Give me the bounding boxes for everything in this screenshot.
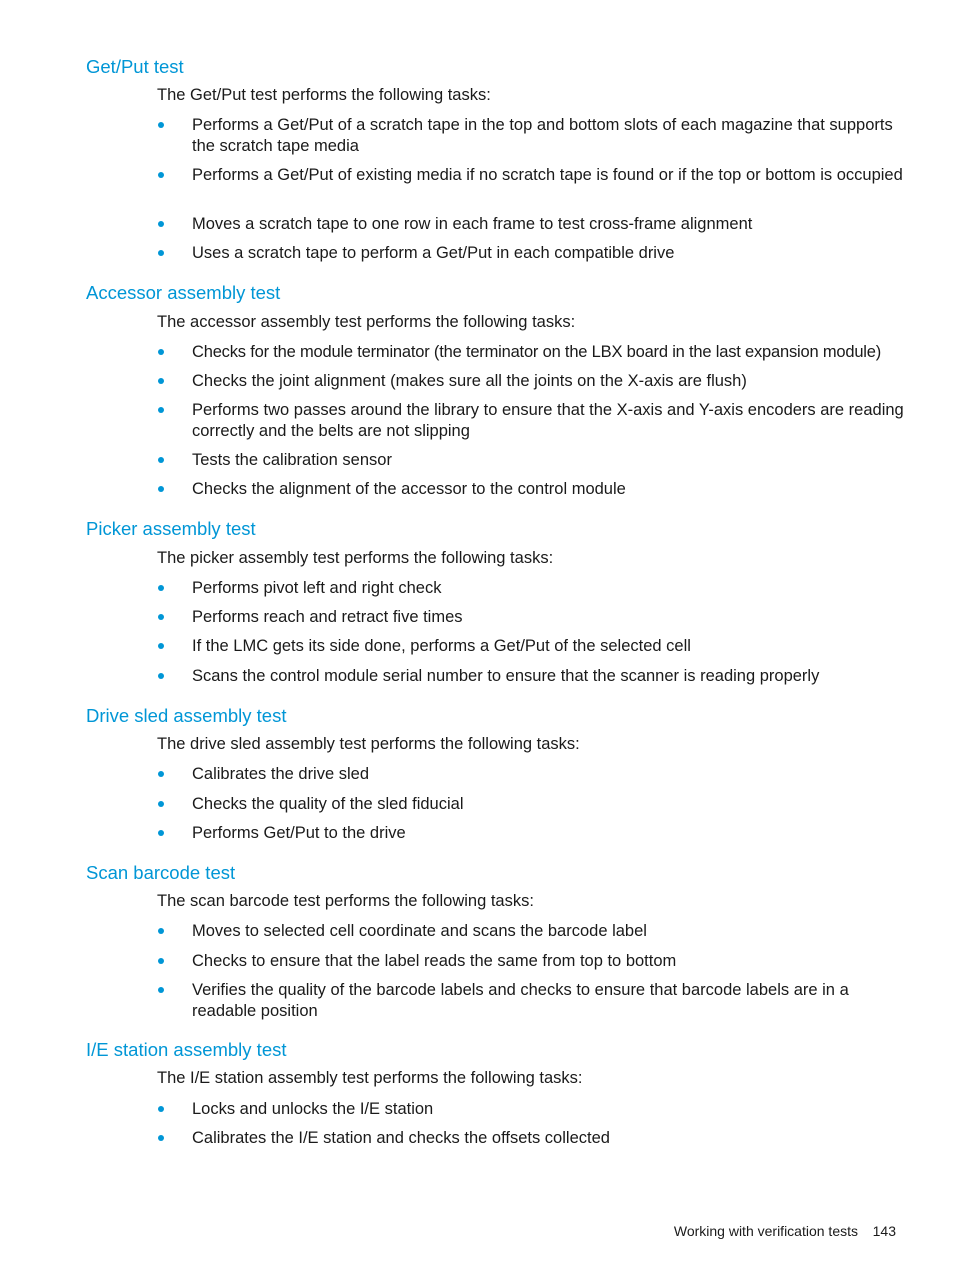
bullet-icon	[158, 172, 164, 178]
list-item-text: If the LMC gets its side done, performs a Get/Put of the selected cell	[192, 637, 691, 655]
bullet-icon	[158, 407, 164, 413]
bullet-icon	[158, 250, 164, 256]
page-number: 143	[872, 1223, 896, 1239]
bullet-icon	[158, 830, 164, 836]
section-intro-picker-assembly: The picker assembly test performs the following tasks:	[157, 549, 554, 567]
list-item-text: Performs pivot left and right check	[192, 579, 442, 597]
list-item-text: Performs Get/Put to the drive	[192, 824, 406, 842]
bullet-icon	[158, 221, 164, 227]
list-item-text: Performs two passes around the library to ensure that the X-axis and Y-axis encoders are reading correctly and the belts are not slipping	[192, 401, 904, 440]
bullet-icon	[158, 585, 164, 591]
list-item-text: Checks the quality of the sled fiducial	[192, 795, 464, 813]
section-heading-scan-barcode: Scan barcode test	[86, 862, 236, 883]
list-item-text: Calibrates the drive sled	[192, 765, 370, 783]
section-intro-accessor-assembly: The accessor assembly test performs the following tasks:	[157, 313, 576, 331]
list-item-text: Moves to selected cell coordinate and scans the barcode label	[192, 922, 647, 940]
bullet-icon	[158, 486, 164, 492]
bullet-icon	[158, 801, 164, 807]
list-item-text: Checks the alignment of the accessor to the control module	[192, 480, 626, 498]
section-heading-picker-assembly: Picker assembly test	[86, 518, 256, 539]
bullet-icon	[158, 673, 164, 679]
section-heading-drive-sled-assembly: Drive sled assembly test	[86, 705, 287, 726]
bullet-icon	[158, 1135, 164, 1141]
section-intro-drive-sled-assembly: The drive sled assembly test performs the following tasks:	[157, 735, 580, 753]
section-heading-ie-station-assembly: I/E station assembly test	[86, 1039, 287, 1060]
bullet-icon	[158, 457, 164, 463]
bullet-icon	[158, 643, 164, 649]
list-item-text: Checks for the module terminator (the terminator on the LBX board in the last expansion module)	[192, 343, 882, 361]
list-item-text: Checks to ensure that the label reads the same from top to bottom	[192, 952, 677, 970]
section-intro-scan-barcode: The scan barcode test performs the following tasks:	[157, 892, 534, 910]
list-item-text: Checks the joint alignment (makes sure all the joints on the X-axis are flush)	[192, 372, 747, 390]
bullet-icon	[158, 349, 164, 355]
bullet-icon	[158, 987, 164, 993]
bullet-icon	[158, 1106, 164, 1112]
page-footer	[0, 1222, 954, 1242]
section-intro-ie-station-assembly: The I/E station assembly test performs the following tasks:	[157, 1069, 583, 1087]
section-heading-get-put: Get/Put test	[86, 56, 184, 77]
section-heading-accessor-assembly: Accessor assembly test	[86, 282, 281, 303]
section-intro-get-put: The Get/Put test performs the following tasks:	[157, 86, 491, 104]
footer-chapter-title: Working with verification tests	[673, 1223, 858, 1239]
bullet-icon	[158, 958, 164, 964]
list-item-text: Locks and unlocks the I/E station	[192, 1100, 434, 1118]
list-item-text: Verifies the quality of the barcode labels and checks to ensure that barcode labels are in a readable position	[192, 981, 849, 1020]
list-item-text: Performs reach and retract five times	[192, 608, 463, 626]
bullet-icon	[158, 378, 164, 384]
list-item-text: Moves a scratch tape to one row in each frame to test cross-frame alignment	[192, 215, 753, 233]
list-item-text: Uses a scratch tape to perform a Get/Put in each compatible drive	[192, 244, 675, 262]
list-item-text: Scans the control module serial number to ensure that the scanner is reading properly	[192, 667, 820, 685]
bullet-icon	[158, 771, 164, 777]
list-item-text: Performs a Get/Put of existing media if no scratch tape is found or if the top or bottom is occupied	[192, 166, 903, 184]
bullet-icon	[158, 122, 164, 128]
bullet-icon	[158, 928, 164, 934]
bullet-icon	[158, 614, 164, 620]
list-item-text: Tests the calibration sensor	[192, 451, 392, 469]
list-item-text: Performs a Get/Put of a scratch tape in the top and bottom slots of each magazine that supports the scratch tape media	[192, 116, 893, 155]
list-item-text: Calibrates the I/E station and checks the offsets collected	[192, 1129, 610, 1147]
